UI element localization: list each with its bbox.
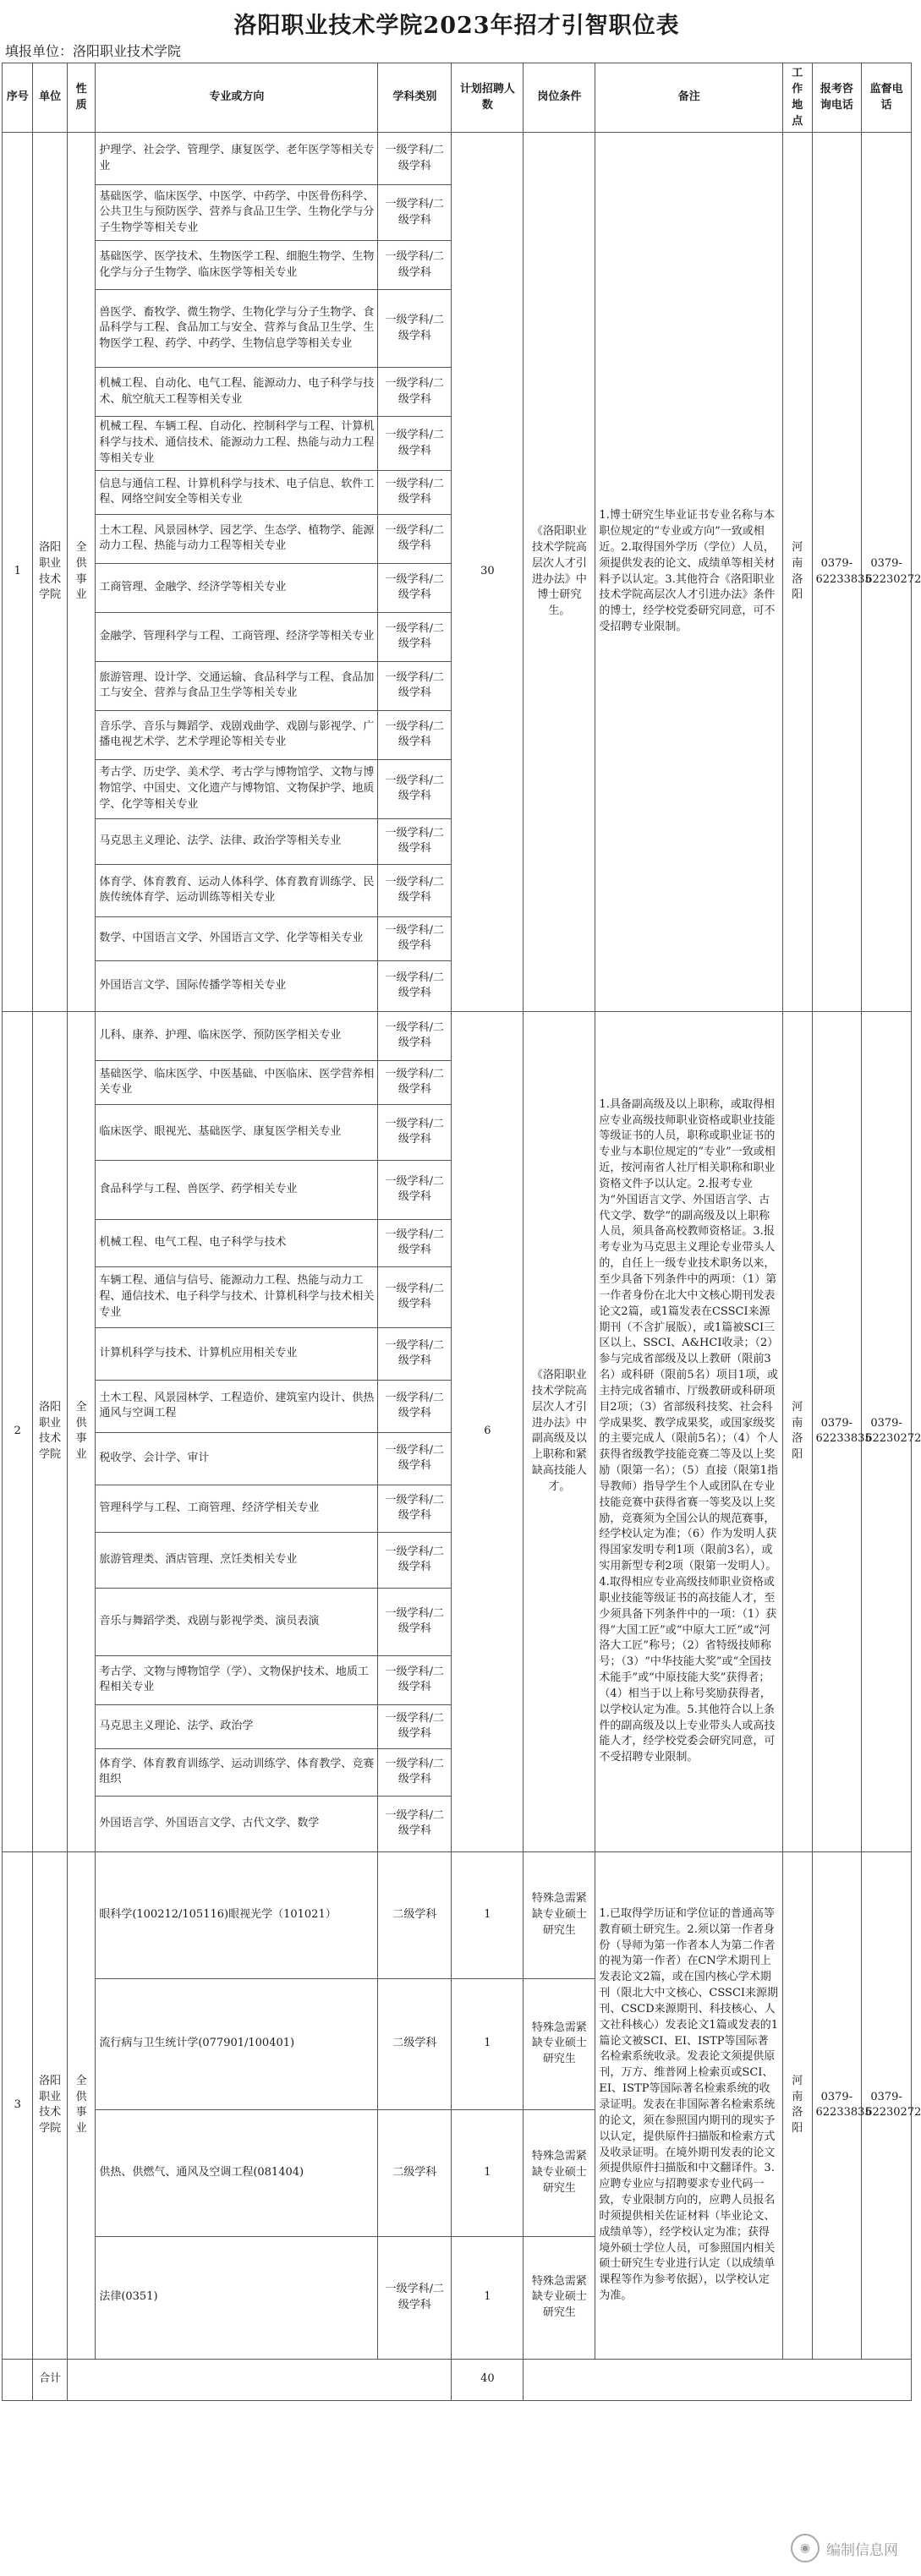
major-cell: 供热、供燃气、通风及空调工程(081404): [96, 2109, 378, 2236]
major-cell: 计算机科学与技术、计算机应用相关专业: [96, 1327, 378, 1380]
major-cell: 信息与通信工程、计算机科学与技术、电子信息、软件工程、网络空间安全等相关专业: [96, 470, 378, 514]
category-cell: 一级学科/二级学科: [378, 1104, 452, 1160]
major-cell: 马克思主义理论、法学、政治学: [96, 1704, 378, 1748]
remark-cell: 1.具备副高级及以上职称，或取得相应专业高级技师职业资格或职业技能等级证书的人员，职称或职业证书的专业与本职位规定的“专业”一致或相近，按河南省人社厅相关职称和职业资格文件予以认定。2.报考专业为“外国语言文学、外国语言学、古代文学、数学”的副高级及以上职称人员，须具备高校教师资格证。3.报考专业为马克思主义理论专业带头人的，自任上一级专业技术职务以来，至少具备下列条件中的两项：（1）第一作者身份在北大中文核心期刊发表论文2篇，或1篇发表在CSSCI来源期刊（不含扩展版），或1篇被SCI三区以上、SSCI、A&HCI收录；（2）参与完成省部级及以上教研（限前3名）或科研（限前5名）项目1项，或主持完成省辅市、厅级教研或科研项目2项；（3）省部级科技奖、社会科学成果奖、教学成果奖，或国家级奖的主要完成人（限前5名）；（4）个人获得省级教学技能竞赛二等及以上奖励（限第一名）；（5）直接（限第1指导教师）指导学生个人或团队在专业技能竞赛中获得省赛一等奖及以上奖励，竞赛须为全国公认的规范赛事，经学校认定为准；（6）作为发明人获得国家发明专利1项（限前3名），或实用新型专利2项（限第一发明人）。4.取得相应专业高级技师职业资格或职业技能等级证书的高技能人才，至少须具备下列条件中的一项：（1）获得“大国工匠”或“中原大工匠”或“河洛大工匠”称号；（2）省特级技师称号；（3）“中华技能大奖”或“全国技术能手”或“中原技能大奖”获得者；（4）相当于以上称号奖励获得者，以学校认定为准。5.其他符合以上条件的副高级及以上专业带头人或高技能人才，经学校党委会研究同意，可不受招聘专业限制。: [595, 1011, 783, 1851]
phone-cell: 0379-62233835: [812, 1851, 862, 2359]
header-row: [3, 63, 912, 133]
major-cell: 外国语言学、外国语言文学、古代文学、数学: [96, 1796, 378, 1851]
category-cell: 一级学科/二级学科: [378, 818, 452, 864]
category-cell: 一级学科/二级学科: [378, 759, 452, 818]
header-place: 工作地点: [783, 63, 812, 133]
condition-cell: 特殊急需紧缺专业硕士研究生: [524, 1978, 595, 2109]
category-cell: 一级学科/二级学科: [378, 960, 452, 1011]
header-nature: 性质: [67, 63, 95, 133]
major-cell: 税收学、会计学、审计: [96, 1432, 378, 1485]
position-table: [2, 63, 921, 2401]
major-cell: 机械工程、电气工程、电子科学与技术: [96, 1219, 378, 1266]
major-cell: 考古学、文物与博物馆学（学）、文物保护技术、地质工程相关专业: [96, 1655, 378, 1704]
category-cell: 一级学科/二级学科: [378, 470, 452, 514]
category-cell: 一级学科/二级学科: [378, 241, 452, 290]
condition-cell: 《洛阳职业技术学院高层次人才引进办法》中副高级及以上职称和紧缺高技能人才。: [524, 1011, 595, 1851]
phone-cell: 0379-62233835: [812, 133, 862, 1012]
place-cell: 河南洛阳: [783, 1011, 812, 1851]
category-cell: 一级学科/二级学科: [378, 1796, 452, 1851]
unit-cell: 洛阳职业技术学院: [33, 1851, 67, 2359]
header-phone: 报考咨询电话: [812, 63, 862, 133]
category-cell: 一级学科/二级学科: [378, 1432, 452, 1485]
condition-cell: 特殊急需紧缺专业硕士研究生: [524, 2109, 595, 2236]
total-blank: [67, 2359, 451, 2400]
header-unit: 单位: [33, 63, 67, 133]
page-title: 洛阳职业技术学院2023年招才引智职位表: [233, 13, 680, 39]
header-major: 专业或方向: [96, 63, 378, 133]
major-cell: 机械工程、车辆工程、自动化、控制科学与工程、计算机科学与技术、通信技术、能源动力工程、热能与动力工程等相关专业: [96, 417, 378, 471]
major-cell: 基础医学、医学技术、生物医学工程、细胞生物学、生物化学与分子生物学、临床医学等相关专业: [96, 241, 378, 290]
category-cell: 一级学科/二级学科: [378, 1704, 452, 1748]
category-cell: 一级学科/二级学科: [378, 2236, 452, 2359]
major-cell: 土木工程、风景园林学、园艺学、生态学、植物学、能源动力工程、热能与动力工程等相关专业: [96, 514, 378, 563]
category-cell: 一级学科/二级学科: [378, 710, 452, 759]
table-row: [3, 133, 912, 185]
major-cell: 音乐与舞蹈学类、戏剧与影视学类、演员表演: [96, 1588, 378, 1655]
total-label: 合计: [33, 2359, 67, 2400]
supervise-phone-cell: 0379-62230272: [862, 133, 912, 1012]
header-count: 计划招聘人数: [452, 63, 524, 133]
major-cell: 基础医学、临床医学、中医学、中药学、中医骨伤科学、公共卫生与预防医学、营养与食品卫生学、生物化学与分子生物学等相关专业: [96, 185, 378, 241]
category-cell: 一级学科/二级学科: [378, 1532, 452, 1588]
condition-cell: 特殊急需紧缺专业硕士研究生: [524, 2236, 595, 2359]
category-cell: 一级学科/二级学科: [378, 514, 452, 563]
count-cell: 6: [452, 1011, 524, 1851]
category-cell: 一级学科/二级学科: [378, 368, 452, 417]
total-blank-no: [3, 2359, 33, 2400]
category-cell: 一级学科/二级学科: [378, 1327, 452, 1380]
row-number: 1: [3, 133, 33, 1012]
count-cell: 1: [452, 2109, 524, 2236]
major-cell: 工商管理、金融学、经济学等相关专业: [96, 563, 378, 612]
category-cell: 一级学科/二级学科: [378, 417, 452, 471]
watermark-text: 编制信息网: [826, 2541, 898, 2559]
major-cell: 旅游管理类、酒店管理、烹饪类相关专业: [96, 1532, 378, 1588]
category-cell: 一级学科/二级学科: [378, 1060, 452, 1104]
wechat-logo-icon: ◉: [791, 2534, 820, 2562]
condition-cell: 《洛阳职业技术学院高层次人才引进办法》中博士研究生。: [524, 133, 595, 1012]
row-number: 3: [3, 1851, 33, 2359]
category-cell: 一级学科/二级学科: [378, 864, 452, 916]
nature-cell: 全供事业: [67, 133, 95, 1012]
phone-cell: 0379-62233835: [812, 1011, 862, 1851]
major-cell: 眼科学(100212/105116)眼视光学（101021）: [96, 1851, 378, 1978]
header-no: 序号: [3, 63, 33, 133]
category-cell: 一级学科/二级学科: [378, 1219, 452, 1266]
category-cell: 一级学科/二级学科: [378, 661, 452, 710]
major-cell: 流行病与卫生统计学(077901/100401): [96, 1978, 378, 2109]
major-cell: 考古学、历史学、美术学、考古学与博物馆学、文物与博物馆学、中国史、文化遗产与博物馆、文物保护学、地质学、化学等相关专业: [96, 759, 378, 818]
major-cell: 机械工程、自动化、电气工程、能源动力、电子科学与技术、航空航天工程等相关专业: [96, 368, 378, 417]
major-cell: 车辆工程、通信与信号、能源动力工程、热能与动力工程、通信技术、电子科学与技术、计算机科学与技术相关专业: [96, 1266, 378, 1327]
category-cell: 一级学科/二级学科: [378, 1160, 452, 1219]
unit-cell: 洛阳职业技术学院: [33, 1011, 67, 1851]
category-cell: 一级学科/二级学科: [378, 290, 452, 368]
category-cell: 一级学科/二级学科: [378, 1485, 452, 1532]
category-cell: 一级学科/二级学科: [378, 612, 452, 661]
fill-unit: 填报单位：洛阳职业技术学院: [5, 43, 182, 59]
category-cell: 一级学科/二级学科: [378, 133, 452, 185]
major-cell: 体育学、体育教育训练学、运动训练学、体育教学、竞赛组织: [96, 1748, 378, 1796]
major-cell: 食品科学与工程、兽医学、药学相关专业: [96, 1160, 378, 1219]
category-cell: 二级学科: [378, 1978, 452, 2109]
category-cell: 一级学科/二级学科: [378, 1380, 452, 1432]
major-cell: 数学、中国语言文学、外国语言文学、化学等相关专业: [96, 916, 378, 960]
supervise-phone-cell: 0379-62230272: [862, 1011, 912, 1851]
major-cell: 马克思主义理论、法学、法律、政治学等相关专业: [96, 818, 378, 864]
header-supervise: 监督电话: [862, 63, 912, 133]
major-cell: 基础医学、临床医学、中医基础、中医临床、医学营养相关专业: [96, 1060, 378, 1104]
total-blank-rest: [524, 2359, 912, 2400]
remark-cell: 1.已取得学历证和学位证的普通高等教育硕士研究生。2.须以第一作者身份（导师为第一作者本人为第二作者的视为第一作者）在CN学术期刊上发表论文2篇，或在国内核心学术期刊（限北大中文核心、CSSCI来源期刊、CSCD来源期刊、科技核心、人文社科核心）发表论文1篇或发表的1篇论文被SCI、EI、ISTP等国际著名检索系统收录。发表论文须提供原刊，万方、维普网上检索页或SCI、EI、ISTP等国际著名检索系统的收录证明。发表在非国际著名检索系统的论文，须在参照国内期刊的现实予以认定，提供原件扫描版和检索方式及收录证明。在境外期刊发表的论文须提供原件扫描版和中文翻译件。3.应聘专业应与招聘要求专业代码一致，专业限制方向的，应聘人员报名时须提供相关佐证材料（毕业论文、成绩单等），经学校认定为准；获得境外硕士学位人员，可参照国内相关硕士研究生专业进行认定（以成绩单课程等作为参考依据），以学校认定为准。: [595, 1851, 783, 2359]
total-row: [3, 2359, 912, 2400]
remark-cell: 1.博士研究生毕业证书专业名称与本职位规定的“专业或方向”一致或相近。2.取得国外学历（学位）人员，须提供发表的论文、成绩单等相关材料予以认定。3.其他符合《洛阳职业技术学院高层次人才引进办法》条件的博士，经学校党委研究同意，可不受招聘专业限制。: [595, 133, 783, 1012]
count-cell: 1: [452, 1851, 524, 1978]
major-cell: 儿科、康养、护理、临床医学、预防医学相关专业: [96, 1011, 378, 1060]
major-cell: 管理科学与工程、工商管理、经济学相关专业: [96, 1485, 378, 1532]
major-cell: 音乐学、音乐与舞蹈学、戏剧戏曲学、戏剧与影视学、广播电视艺术学、艺术学理论等相关专业: [96, 710, 378, 759]
header-category: 学科类别: [378, 63, 452, 133]
watermark: [791, 2534, 898, 2562]
category-cell: 一级学科/二级学科: [378, 1011, 452, 1060]
supervise-phone-cell: 0379-62230272: [862, 1851, 912, 2359]
major-cell: 兽医学、畜牧学、微生物学、生物化学与分子生物学、食品科学与工程、食品加工与安全、营养与食品卫生学、生物医学工程、药学、中药学、生物信息学等相关专业: [96, 290, 378, 368]
count-cell: 1: [452, 2236, 524, 2359]
category-cell: 二级学科: [378, 1851, 452, 1978]
category-cell: 一级学科/二级学科: [378, 563, 452, 612]
major-cell: 金融学、管理科学与工程、工商管理、经济学等相关专业: [96, 612, 378, 661]
major-cell: 临床医学、眼视光、基础医学、康复医学相关专业: [96, 1104, 378, 1160]
major-cell: 旅游管理、设计学、交通运输、食品科学与工程、食品加工与安全、营养与食品卫生学等相关专业: [96, 661, 378, 710]
table-row: [3, 1851, 912, 1978]
header-remark: 备注: [595, 63, 783, 133]
major-cell: 法律(0351): [96, 2236, 378, 2359]
category-cell: 一级学科/二级学科: [378, 1655, 452, 1704]
category-cell: 一级学科/二级学科: [378, 185, 452, 241]
nature-cell: 全供事业: [67, 1851, 95, 2359]
total-count: 40: [452, 2359, 524, 2400]
category-cell: 一级学科/二级学科: [378, 1748, 452, 1796]
major-cell: 护理学、社会学、管理学、康复医学、老年医学等相关专业: [96, 133, 378, 185]
header-condition: 岗位条件: [524, 63, 595, 133]
place-cell: 河南洛阳: [783, 1851, 812, 2359]
unit-cell: 洛阳职业技术学院: [33, 133, 67, 1012]
condition-cell: 特殊急需紧缺专业硕士研究生: [524, 1851, 595, 1978]
major-cell: 土木工程、风景园林学、工程造价、建筑室内设计、供热通风与空调工程: [96, 1380, 378, 1432]
place-cell: 河南洛阳: [783, 133, 812, 1012]
count-cell: 1: [452, 1978, 524, 2109]
count-cell: 30: [452, 133, 524, 1012]
row-number: 2: [3, 1011, 33, 1851]
category-cell: 二级学科: [378, 2109, 452, 2236]
major-cell: 体育学、体育教育、运动人体科学、体育教育训练学、民族传统体育学、运动训练等相关专业: [96, 864, 378, 916]
category-cell: 一级学科/二级学科: [378, 916, 452, 960]
nature-cell: 全供事业: [67, 1011, 95, 1851]
category-cell: 一级学科/二级学科: [378, 1588, 452, 1655]
category-cell: 一级学科/二级学科: [378, 1266, 452, 1327]
major-cell: 外国语言文学、国际传播学等相关专业: [96, 960, 378, 1011]
table-row: [3, 1011, 912, 1060]
